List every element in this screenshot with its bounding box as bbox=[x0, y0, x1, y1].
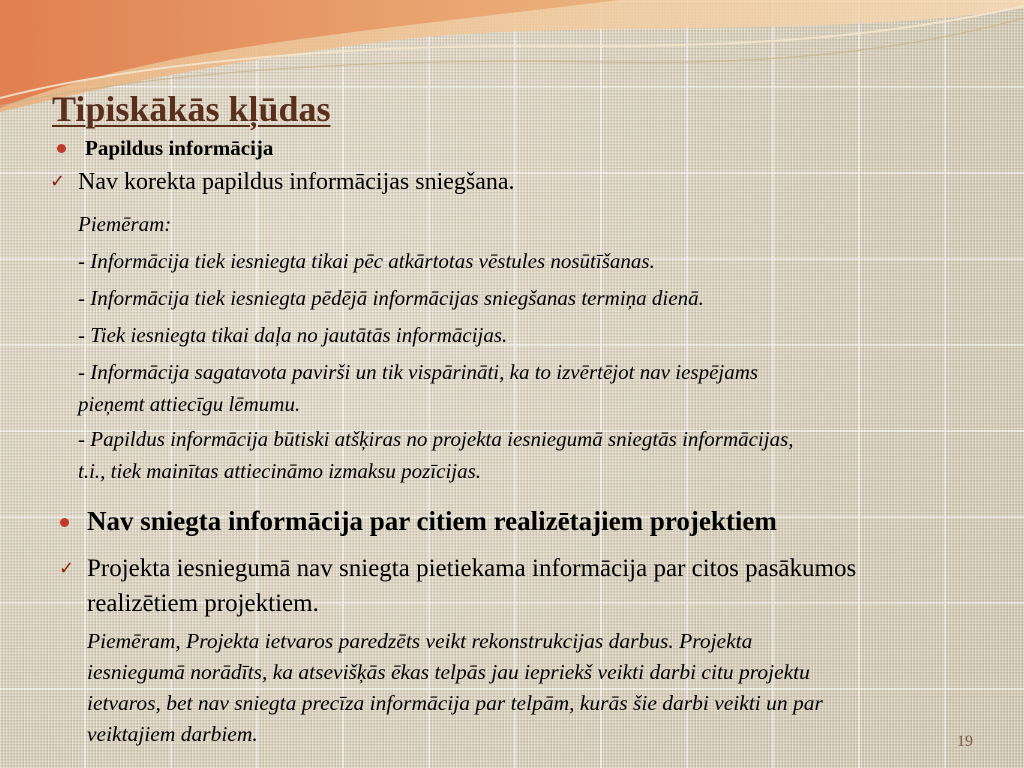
section1-point: Nav korekta papildus informācijas sniegšana. bbox=[78, 169, 515, 195]
section1-example-5-cont: t.i., tiek mainītas attiecināmo izmaksu pozīcijas. bbox=[78, 459, 482, 483]
slide-title: Tipiskākās kļūdas bbox=[52, 89, 331, 129]
section2-example-line-3: ietvaros, bet nav sniegta precīza informācija par telpām, kurās šie darbi veikti un par bbox=[87, 691, 823, 715]
section2-point-line-2: realizētiem projektiem. bbox=[87, 590, 319, 617]
section1-example-5: - Papildus informācija būtiski atšķiras no projekta iesniegumā sniegtās informācijas, bbox=[78, 427, 794, 451]
section2-example-line-1: Piemēram, Projekta ietvaros paredzēts veikt rekonstrukcijas darbus. Projekta bbox=[87, 629, 753, 653]
red-dot-icon bbox=[57, 144, 66, 153]
section1-example-2: - Informācija tiek iesniegta pēdējā informācijas sniegšanas termiņa dienā. bbox=[78, 286, 704, 310]
checkmark-icon: ✓ bbox=[59, 558, 75, 579]
section2-point-line-1: Projekta iesniegumā nav sniegta pietiekama informācija par citos pasākumos bbox=[87, 555, 857, 582]
section1-heading: Papildus informācija bbox=[85, 136, 274, 160]
checkmark-icon: ✓ bbox=[50, 171, 66, 192]
red-dot-icon bbox=[60, 518, 69, 527]
section1-example-4: - Informācija sagatavota pavirši un tik vispārināti, ka to izvērtējot nav iespējams bbox=[78, 360, 759, 384]
section1-example-3: - Tiek iesniegta tikai daļa no jautātās informācijas. bbox=[78, 323, 508, 347]
section1-example-label: Piemēram: bbox=[78, 212, 172, 236]
section2-example-line-4: veiktajiem darbiem. bbox=[87, 722, 258, 746]
section2-example-line-2: iesniegumā norādīts, ka atsevišķās ēkas telpās jau iepriekš veikti darbi citu projektu bbox=[87, 660, 810, 684]
section1-example-4-cont: pieņemt attiecīgu lēmumu. bbox=[78, 392, 301, 416]
section2-heading: Nav sniegta informācija par citiem realizētajiem projektiem bbox=[87, 506, 777, 536]
section1-example-1: - Informācija tiek iesniegta tikai pēc atkārtotas vēstules nosūtīšanas. bbox=[78, 249, 655, 273]
page-number: 19 bbox=[957, 733, 973, 750]
